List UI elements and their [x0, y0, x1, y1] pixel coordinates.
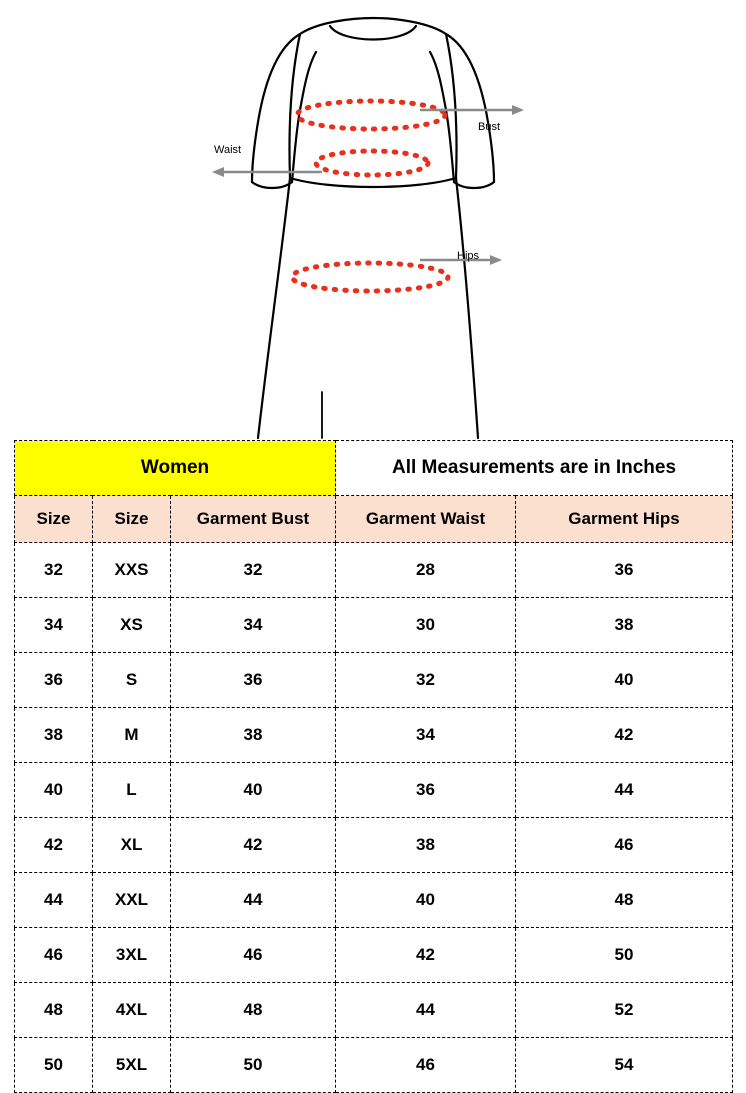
table-cell: 40 [516, 653, 733, 708]
table-cell: 46 [171, 928, 336, 983]
table-cell: 32 [171, 543, 336, 598]
table-cell: 40 [171, 763, 336, 818]
table-cell: M [93, 708, 171, 763]
title-women-cell: Women [15, 441, 336, 496]
table-cell: 40 [336, 873, 516, 928]
table-cell: 42 [336, 928, 516, 983]
table-cell: 50 [516, 928, 733, 983]
waist-measure-ellipse [316, 151, 428, 175]
table-row [15, 1038, 733, 1093]
table-cell: 46 [15, 928, 93, 983]
table-cell: 3XL [93, 928, 171, 983]
table-row [15, 928, 733, 983]
dress-figure-svg [0, 0, 746, 440]
title-units-cell: All Measurements are in Inches [336, 441, 733, 496]
table-row [15, 763, 733, 818]
table-cell: 36 [171, 653, 336, 708]
table-cell: 28 [336, 543, 516, 598]
table-row [15, 653, 733, 708]
table-cell: 44 [15, 873, 93, 928]
table-cell: 34 [336, 708, 516, 763]
table-cell: 48 [516, 873, 733, 928]
table-cell: 40 [15, 763, 93, 818]
table-cell: 38 [336, 818, 516, 873]
table-cell: 54 [516, 1038, 733, 1093]
table-cell: 30 [336, 598, 516, 653]
table-cell: 36 [336, 763, 516, 818]
table-row [15, 543, 733, 598]
table-cell: 44 [171, 873, 336, 928]
table-cell: 4XL [93, 983, 171, 1038]
table-cell: 42 [15, 818, 93, 873]
table-cell: 34 [171, 598, 336, 653]
size-chart-table [14, 440, 733, 1093]
dress-outline [252, 18, 494, 438]
table-cell: 48 [171, 983, 336, 1038]
table-cell: 5XL [93, 1038, 171, 1093]
bust-label: Bust [478, 121, 501, 133]
table-cell: 38 [171, 708, 336, 763]
column-header: Garment Hips [516, 496, 733, 543]
waist-label: Waist [214, 144, 242, 156]
table-cell: S [93, 653, 171, 708]
size-chart-table-container [14, 440, 732, 1093]
table-row [15, 983, 733, 1038]
table-cell: 32 [15, 543, 93, 598]
column-header: Size [93, 496, 171, 543]
table-cell: 42 [171, 818, 336, 873]
table-cell: 42 [516, 708, 733, 763]
table-cell: 36 [15, 653, 93, 708]
table-row [15, 708, 733, 763]
table-cell: 46 [336, 1038, 516, 1093]
column-header: Size [15, 496, 93, 543]
table-cell: 50 [15, 1038, 93, 1093]
table-cell: XXL [93, 873, 171, 928]
table-cell: 36 [516, 543, 733, 598]
table-cell: XS [93, 598, 171, 653]
table-cell: 44 [516, 763, 733, 818]
table-cell: 34 [15, 598, 93, 653]
table-cell: 38 [15, 708, 93, 763]
table-cell: 38 [516, 598, 733, 653]
table-cell: XL [93, 818, 171, 873]
table-row [15, 873, 733, 928]
size-chart-illustration [0, 0, 746, 440]
table-cell: 46 [516, 818, 733, 873]
table-cell: 48 [15, 983, 93, 1038]
hips-label: Hips [457, 250, 480, 262]
table-cell: XXS [93, 543, 171, 598]
waist-arrow-icon [212, 167, 322, 177]
column-header: Garment Waist [336, 496, 516, 543]
table-cell: L [93, 763, 171, 818]
column-header: Garment Bust [171, 496, 336, 543]
table-cell: 50 [171, 1038, 336, 1093]
table-cell: 52 [516, 983, 733, 1038]
bust-measure-ellipse [297, 101, 445, 129]
table-row [15, 818, 733, 873]
table-cell: 44 [336, 983, 516, 1038]
table-title-row [15, 441, 733, 496]
table-row [15, 598, 733, 653]
table-cell: 32 [336, 653, 516, 708]
table-header-row [15, 496, 733, 543]
hips-measure-ellipse [292, 263, 448, 291]
